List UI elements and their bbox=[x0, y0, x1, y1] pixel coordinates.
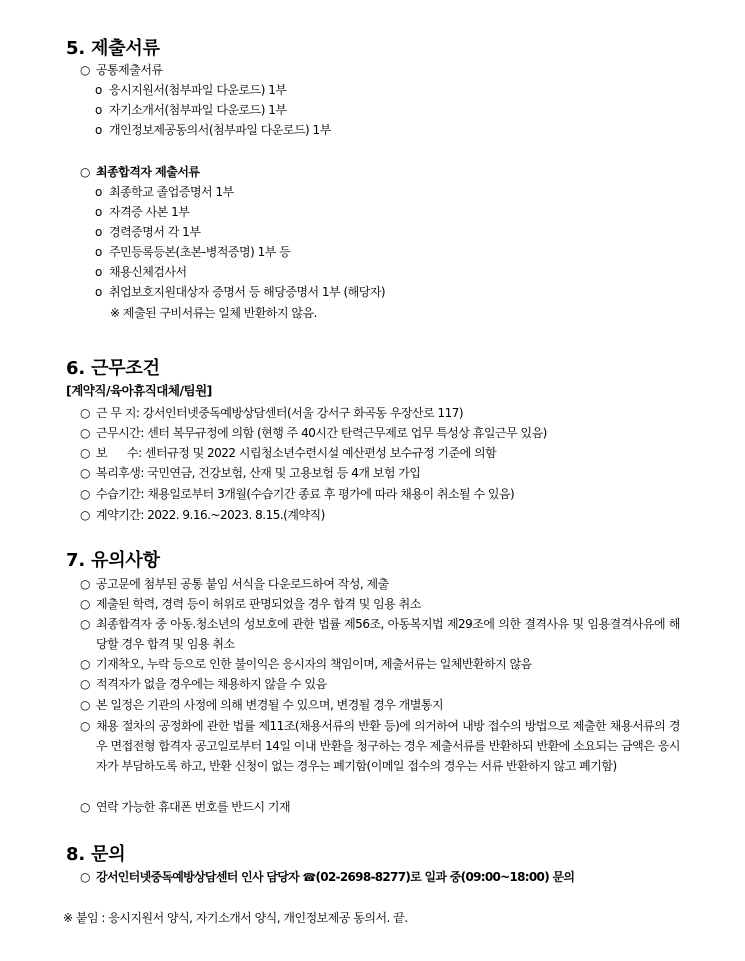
final-docs-heading: ○ 최종합격자 제출서류 bbox=[80, 165, 200, 179]
list-item: o 취업보호지원대상자 증명서 등 해당증명서 1부 (해당자) bbox=[95, 285, 386, 299]
list-item: ○ 근 무 지: 강서인터넷중독예방상담센터(서울 강서구 화곡동 우장산로 117) bbox=[80, 406, 464, 420]
list-item: ○ 근무시간: 센터 복무규정에 의함 (현행 주 40시간 탄력근무제로 업무 특성상 휴일근무 있음) bbox=[80, 426, 547, 440]
circle-bullet-icon: ○ bbox=[80, 870, 90, 884]
section-7-heading: 7. 유의사항 bbox=[66, 550, 160, 571]
circle-bullet-icon: ○ bbox=[80, 597, 90, 611]
circle-bullet-icon: ○ bbox=[80, 446, 90, 460]
list-item: o 개인정보제공동의서(첨부파일 다운로드) 1부 bbox=[95, 123, 331, 137]
circle-bullet-icon: ○ bbox=[80, 406, 90, 420]
dot-bullet-icon: o bbox=[95, 285, 102, 299]
dot-bullet-icon: o bbox=[95, 205, 102, 219]
list-item: o 자격증 사본 1부 bbox=[95, 205, 190, 219]
dot-bullet-icon: o bbox=[95, 185, 102, 199]
section-5-heading: 5. 제출서류 bbox=[66, 38, 160, 59]
list-item: ○ 수습기간: 채용일로부터 3개월(수습기간 종료 후 평가에 따라 채용이 취소될 수 있음) bbox=[80, 487, 515, 501]
section-8-heading: 8. 문의 bbox=[66, 844, 126, 865]
list-item: o 채용신체검사서 bbox=[95, 265, 187, 279]
dot-bullet-icon: o bbox=[95, 103, 102, 117]
list-item: o 최종학교 졸업증명서 1부 bbox=[95, 185, 234, 199]
list-item: ○ 본 일정은 기관의 사정에 의해 변경될 수 있으며, 변경될 경우 개별통지 bbox=[80, 698, 444, 712]
dot-bullet-icon: o bbox=[95, 265, 102, 279]
list-item: ○ 기재착오, 누락 등으로 인한 불이익은 응시자의 책임이며, 제출서류는 일체반환하지 않음 bbox=[80, 657, 532, 671]
dot-bullet-icon: o bbox=[95, 245, 102, 259]
circle-bullet-icon: ○ bbox=[80, 617, 90, 631]
circle-bullet-icon: ○ bbox=[80, 577, 90, 591]
dot-bullet-icon: o bbox=[95, 123, 102, 137]
employment-type-label: [계약직/육아휴직대체/팀원] bbox=[66, 383, 212, 398]
list-item: ○ 복리후생: 국민연금, 건강보험, 산재 및 고용보험 등 4개 보험 가입 bbox=[80, 466, 421, 480]
list-item: o 응시지원서(첨부파일 다운로드) 1부 bbox=[95, 83, 287, 97]
list-item: o 자기소개서(첨부파일 다운로드) 1부 bbox=[95, 103, 287, 117]
circle-bullet-icon: ○ bbox=[80, 466, 90, 480]
circle-bullet-icon: ○ bbox=[80, 63, 90, 77]
circle-bullet-icon: ○ bbox=[80, 698, 90, 712]
list-item: 최종합격자 중 아동.청소년의 성보호에 관한 법률 제56조, 아동복지법 제29조에 의한 결격사유 및 임용결격사유에 해당할 경우 합격 및 임용 취소 bbox=[96, 617, 680, 651]
circle-bullet-icon: ○ bbox=[80, 426, 90, 440]
circle-bullet-icon: ○ bbox=[80, 719, 90, 733]
circle-bullet-icon: ○ bbox=[80, 657, 90, 671]
list-item: o 경력증명서 각 1부 bbox=[95, 225, 201, 239]
contact-line: ○ 강서인터넷중독예방상담센터 인사 담당자 ☎(02-2698-8277)로 일과 중(09:00~18:00) 문의 bbox=[80, 870, 575, 884]
circle-bullet-icon: ○ bbox=[80, 800, 90, 814]
list-item: o 주민등록등본(초본-병적증명) 1부 등 bbox=[95, 245, 291, 259]
documents-note: ※ 제출된 구비서류는 일체 반환하지 않음. bbox=[110, 306, 317, 320]
circle-bullet-icon: ○ bbox=[80, 508, 90, 522]
circle-bullet-icon: ○ bbox=[80, 487, 90, 501]
dot-bullet-icon: o bbox=[95, 225, 102, 239]
list-item: ○ 보 수: 센터규정 및 2022 시립청소년수련시설 예산편성 보수규정 기준에 의함 bbox=[80, 446, 497, 460]
section-6-heading: 6. 근무조건 bbox=[66, 358, 160, 379]
phone-icon: ☎ bbox=[302, 871, 316, 884]
list-item: ○ 적격자가 없을 경우에는 채용하지 않을 수 있음 bbox=[80, 677, 327, 691]
circle-bullet-icon: ○ bbox=[80, 165, 90, 179]
list-item: 채용 절차의 공정화에 관한 법률 제11조(채용서류의 반환 등)에 의거하여 내방 접수의 방법으로 제출한 채용서류의 경우 면접전형 합격자 공고일로부터 14일 이내 반환을 청구하는 경우 제출서류를 반환하되 반환에 소요되는 금액은 응시자가 부담하도록 하고, 반환 신청이 없는 경우는 폐기함(이메일 접수의 경우는 서류 반환하지 않고 폐기함) bbox=[96, 719, 680, 773]
list-item: ○ 제출된 학력, 경력 등이 허위로 판명되었을 경우 합격 및 임용 취소 bbox=[80, 597, 421, 611]
list-item: ○ 공고문에 첨부된 공통 붙임 서식을 다운로드하여 작성, 제출 bbox=[80, 577, 389, 591]
list-item: ○ 계약기간: 2022. 9.16.~2023. 8.15.(계약직) bbox=[80, 508, 325, 522]
attachment-note: ※ 붙임 : 응시지원서 양식, 자기소개서 양식, 개인정보제공 동의서. 끝. bbox=[63, 911, 408, 925]
dot-bullet-icon: o bbox=[95, 83, 102, 97]
common-docs-heading: ○ 공통제출서류 bbox=[80, 63, 163, 77]
list-item: ○ 연락 가능한 휴대폰 번호를 반드시 기재 bbox=[80, 800, 291, 814]
circle-bullet-icon: ○ bbox=[80, 677, 90, 691]
